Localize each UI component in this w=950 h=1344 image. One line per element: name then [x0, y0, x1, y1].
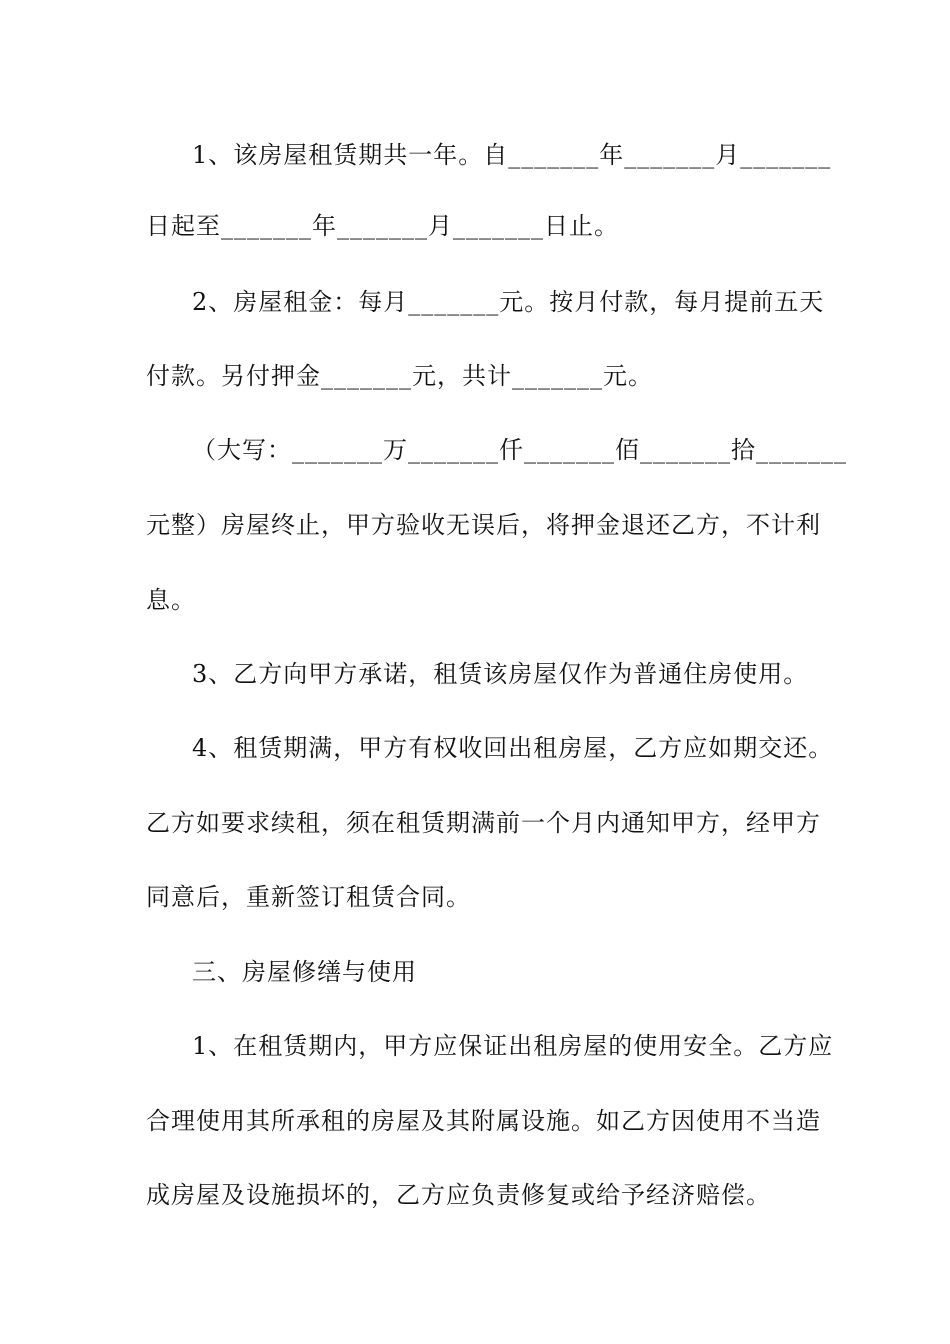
text-line: 日起至_______年_______月_______日止。	[146, 212, 619, 240]
text-line: 乙方如要求续租，须在租赁期满前一个月内通知甲方，经甲方	[146, 809, 821, 837]
text-line: 元整）房屋终止，甲方验收无误后，将押金退还乙方，不计利	[146, 511, 821, 539]
text-line: 付款。另付押金_______元，共计_______元。	[146, 362, 653, 390]
text-line: 4、租赁期满，甲方有权收回出租房屋，乙方应如期交还。	[192, 734, 834, 762]
section-heading: 三、房屋修缮与使用	[192, 958, 417, 986]
text-line: 合理使用其所承租的房屋及其附属设施。如乙方因使用不当造	[146, 1107, 821, 1135]
text-line: 同意后，重新签订租赁合同。	[146, 883, 471, 911]
text-line: 2、房屋租金：每月_______元。按月付款，每月提前五天	[192, 288, 825, 316]
text-line: （大写：_______万_______仟_______佰_______拾_______	[192, 436, 847, 464]
text-line: 1、在租赁期内，甲方应保证出租房屋的使用安全。乙方应	[192, 1032, 834, 1060]
text-line: 息。	[146, 586, 196, 614]
text-line: 1、该房屋租赁期共一年。自_______年_______月_______	[192, 141, 832, 169]
text-line: 3、乙方向甲方承诺，租赁该房屋仅作为普通住房使用。	[192, 660, 809, 688]
text-line: 成房屋及设施损坏的，乙方应负责修复或给予经济赔偿。	[146, 1181, 771, 1209]
